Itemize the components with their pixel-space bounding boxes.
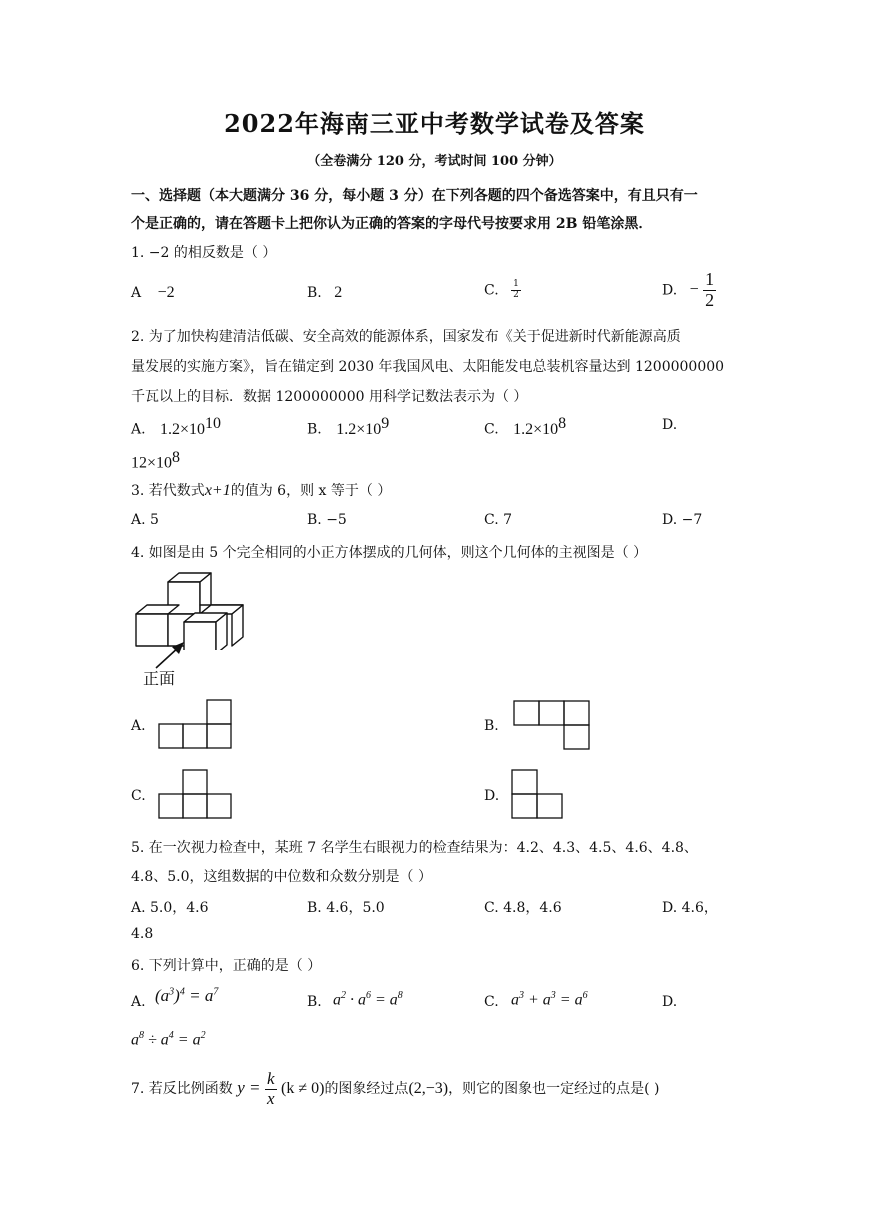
q6-option-a-expression: $(a^3)^4 = a^7$ (155, 986, 219, 1005)
q2-option-a-exp: 10 (205, 415, 222, 432)
q4-front-label: 正面 (143, 669, 176, 688)
q1-option-c (484, 280, 521, 301)
q5-option-c: C. 4.8，4.6 (484, 900, 562, 916)
q5-option-b: B. 4.6，5.0 (307, 900, 385, 916)
q7-fraction-numerator: k (267, 1068, 275, 1088)
q4-option-b-label: B. (484, 718, 499, 734)
q3-option-c: C. 7 (484, 512, 513, 528)
q2-option-b-base: 1.2×10 (336, 420, 382, 438)
q2-option-b (307, 415, 389, 439)
q2-option-c-base: 1.2×10 (513, 420, 559, 438)
q5-option-d-continued: 4.8 (131, 926, 154, 942)
q1-option-b-text: 2 (334, 284, 343, 301)
q1-option-d (662, 270, 716, 311)
q7-fraction-denominator: x (267, 1088, 275, 1108)
q5-stem-line1: 5. 在一次视力检查中，某班 7 名学生右眼视力的检查结果为：4.2、4.3、4.5、4.6、4.8、 (131, 840, 698, 856)
q2-option-b-exp: 9 (381, 415, 390, 432)
q7-fraction (265, 1070, 277, 1108)
q6-option-c-label: C. (484, 994, 499, 1010)
q6-option-d-label: D. (662, 994, 678, 1010)
q5-option-a: A. 5.0，4.6 (131, 900, 209, 916)
section-instruction-line2: 个是正确的，请在答题卡上把你认为正确的答案的字母代号按要求用 2B 铅笔涂黑． (131, 216, 653, 232)
q4-option-c-figure (158, 769, 234, 820)
q4-option-d-figure (511, 769, 565, 820)
q1-option-c-fraction (511, 280, 521, 301)
q3-expression: x+1 (204, 482, 231, 499)
q2-option-c-label: C. (484, 421, 499, 438)
q1-option-a (131, 284, 175, 302)
q4-stem: 4. 如图是由 5 个完全相同的小正方体摆成的几何体，则这个几何体的主视图是（ ） (131, 545, 648, 561)
q2-option-d (131, 449, 180, 473)
q7-stem-mid: 的图象经过点 (324, 1081, 409, 1097)
q1-option-b-label: B. (307, 285, 322, 301)
q1-option-c-label: C. (484, 282, 499, 299)
q6-option-b-label: B. (307, 994, 322, 1010)
q1-option-c-numerator: 1 (513, 279, 519, 289)
q4-cube-figure (132, 570, 247, 650)
q7-point: (2,−3) (408, 1080, 449, 1097)
q3-stem (131, 480, 391, 500)
q3-option-d: D. −7 (662, 512, 703, 528)
q2-option-d-label: D. (662, 417, 678, 433)
q2-option-d-base: 12×10 (131, 454, 173, 472)
page-title: 2022年海南三亚中考数学试卷及答案 (224, 109, 645, 138)
q2-option-a (131, 415, 221, 439)
q1-stem: 1. −2 的相反数是（ ） (131, 245, 277, 261)
q2-option-c (484, 415, 566, 439)
q6-stem: 6. 下列计算中，正确的是（ ） (131, 958, 322, 974)
q1-option-a-label: A (131, 285, 142, 301)
q1-option-d-numerator: 1 (705, 269, 715, 289)
page-subtitle: （全卷满分 120 分，考试时间 100 分钟） (307, 154, 562, 169)
q6-option-c-expression: $a^3 + a^3 = a^6$ (511, 990, 588, 1009)
q6-option-d-expression: $a^8 \div a^4 = a^2$ (131, 1030, 206, 1049)
q2-option-a-label: A. (131, 421, 146, 438)
q3-option-a: A. 5 (131, 512, 159, 528)
q3-stem-pre: 3. 若代数式 (131, 483, 205, 499)
q2-stem-line3: 千瓦以上的目标．数据 1200000000 用科学记数法表示为（ ） (131, 389, 528, 405)
q7-stem-post: ，则它的图象也一定经过的点是( ) (448, 1081, 660, 1097)
q7-stem (131, 1065, 660, 1112)
q5-stem-line2: 4.8、5.0，这组数据的中位数和众数分别是（ ） (131, 869, 432, 885)
q1-option-a-text: −2 (157, 284, 175, 301)
q1-option-d-fraction (703, 270, 716, 311)
q7-function-y: y = (237, 1078, 261, 1097)
q4-option-b-figure (513, 700, 591, 752)
q7-condition: (k ≠ 0) (281, 1080, 325, 1097)
q2-option-d-exp: 8 (172, 449, 181, 466)
q7-stem-pre: 7. 若反比例函数 (131, 1081, 233, 1097)
q4-option-a-label: A. (131, 718, 146, 734)
q4-option-d-label: D. (484, 788, 500, 804)
q3-option-b: B. −5 (307, 512, 347, 528)
q2-option-a-base: 1.2×10 (160, 420, 206, 438)
q1-option-d-label: D. (662, 282, 678, 299)
q5-option-d: D. 4.6， (662, 900, 718, 916)
q1-option-d-sign: − (689, 281, 699, 299)
q6-option-a-label: A. (131, 994, 146, 1010)
section-instruction-line1: 一、选择题（本大题满分 36 分，每小题 3 分）在下列各题的四个备选答案中，有且只有一 (131, 188, 698, 204)
q2-option-c-exp: 8 (558, 415, 567, 432)
q1-option-c-denominator: 2 (513, 289, 519, 300)
q4-option-c-label: C. (131, 788, 146, 804)
q3-stem-post: 的值为 6，则 x 等于（ ） (230, 483, 392, 499)
q6-option-b-expression: $a^2 \cdot a^6 = a^8$ (333, 990, 403, 1009)
q1-option-b (307, 284, 342, 302)
q4-option-a-figure (158, 699, 234, 750)
q2-stem-line1: 2. 为了加快构建清洁低碳、安全高效的能源体系，国家发布《关于促进新时代新能源高质 (131, 329, 681, 345)
q2-option-b-label: B. (307, 421, 322, 438)
q2-stem-line2: 量发展的实施方案》，旨在锚定到 2030 年我国风电、太阳能发电总装机容量达到 1200000000 (131, 359, 725, 375)
q1-option-d-denominator: 2 (705, 289, 715, 310)
